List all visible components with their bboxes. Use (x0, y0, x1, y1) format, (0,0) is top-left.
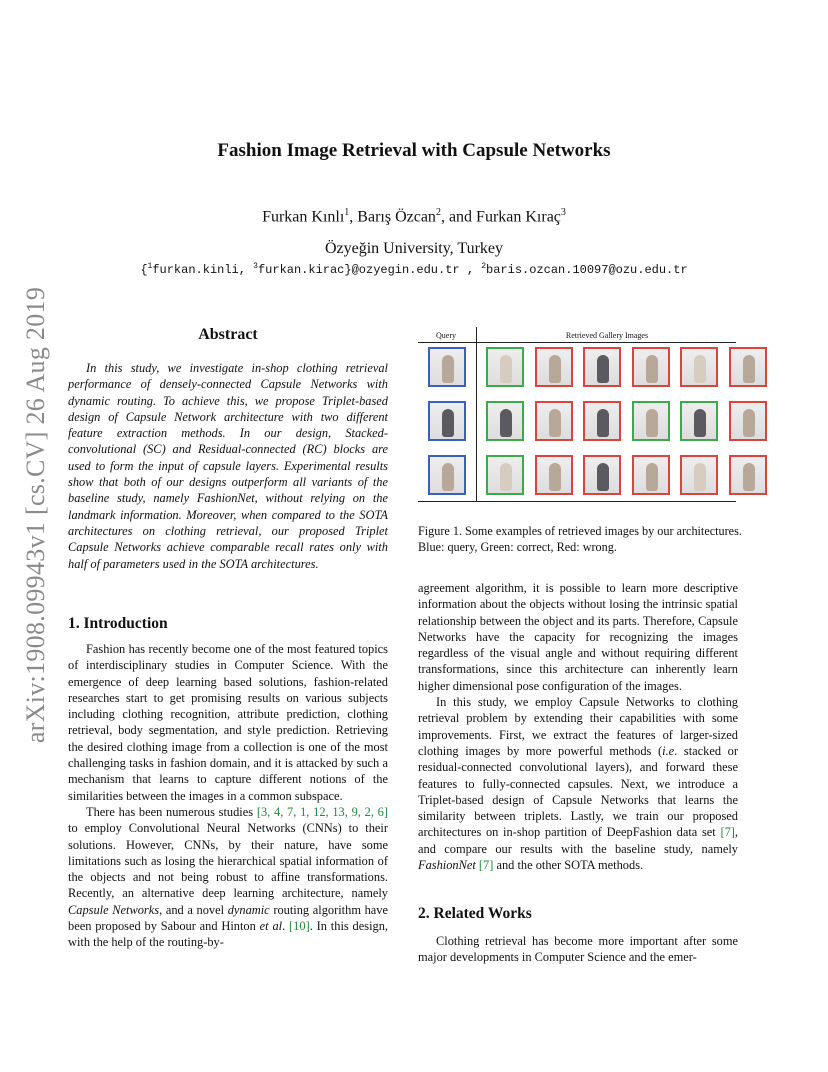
email-2: baris.ozcan.10097@ozu.edu.tr (486, 263, 688, 277)
abstract-text: In this study, we investigate in-shop clothing retrieval performance of densely-connected Capsule Networks with dynamic routing. To achieve this, we propose Triplet-based design of Capsule Network architecture with two different feature extraction methods. In our design, Stacked-convolutional (SC) and Residual-connected (RC) blocks are used to form the input of capsule layers. Experimental results show that both of our designs outperform all variants of the baseline study, namely FashionNet, without relying on the landmark information. Moreover, when compared to the SOTA architectures on clothing retrieval, our proposed Triplet Capsule Networks achieve comparable recall rates only with half of parameters used in the SOTA architectures. (68, 361, 388, 571)
email-domain: @ozyegin.edu.tr , (351, 263, 482, 277)
correct-result-thumbnail (486, 347, 524, 387)
author-list: Furkan Kınlı$^1$, Barış Özcan$^2$, and Furkan Kıraç$^3$ (262, 207, 566, 226)
correct-result-thumbnail (632, 401, 670, 441)
wrong-result-thumbnail (680, 455, 718, 495)
affiliation: Özyeğin University, Turkey (324, 240, 504, 257)
figure-divider-horizontal (418, 342, 736, 343)
citation-link-group[interactable]: [3, 4, 7, 1, 12, 13, 9, 2, 6] (256, 804, 388, 819)
arxiv-sidebar (16, 280, 56, 760)
figure-1 (418, 325, 736, 503)
author-3-sup: 3 (560, 207, 566, 218)
right-fashionnet-term: FashionNet (418, 858, 476, 873)
wrong-result-thumbnail (729, 455, 767, 495)
right-p2-text-b: . stacked or residual-connected convolutional layers), and forward these features to fully-connected capsules. Next, we introduce a Triplet-based design of Capsule Networks that learns the similarity between triplets. Lastly, we train our proposed architectures on in-shop partition of DeepFashion data set (418, 743, 738, 840)
intro-capsule-term: Capsule Networks (68, 902, 160, 917)
intro-heading: 1. Introduction (68, 615, 168, 632)
wrong-result-thumbnail (583, 401, 621, 441)
wrong-result-thumbnail (729, 347, 767, 387)
figure-divider-vertical (476, 327, 477, 501)
citation-link-7a[interactable]: [7] (720, 825, 735, 840)
right-p2-text-c: , and compare our results with the baseline study, namely (418, 825, 738, 856)
wrong-result-thumbnail (680, 347, 718, 387)
author-1: Furkan Kınlı (262, 208, 345, 226)
query-thumbnail (428, 347, 466, 387)
wrong-result-thumbnail (583, 455, 621, 495)
wrong-result-thumbnail (583, 347, 621, 387)
right-p2-text-d: and the other SOTA methods. (493, 858, 644, 873)
query-thumbnail (428, 401, 466, 441)
author-3: Furkan Kıraç (476, 208, 561, 226)
email-line: {$^1$furkan.kinli, $^3$furkan.kirac}@ozyegin.edu.tr , $^2$baris.ozcan.10097@ozu.edu.tr (140, 262, 688, 277)
citation-link-10[interactable]: [10] (289, 919, 310, 934)
right-column-body (418, 580, 738, 873)
email-1: furkan.kinli, (152, 263, 254, 277)
right-paragraph-2 (418, 694, 738, 873)
wrong-result-thumbnail (632, 455, 670, 495)
query-thumbnail (428, 455, 466, 495)
arxiv-identifier: arXiv:1908.09943v1 [cs.CV] 26 Aug 2019 (21, 286, 50, 744)
figure-bottom-rule (418, 501, 736, 502)
related-works-heading: 2. Related Works (418, 905, 532, 922)
paper-title: Fashion Image Retrieval with Capsule Networks (217, 140, 611, 161)
figure-query-label: Query (436, 331, 456, 340)
correct-result-thumbnail (486, 401, 524, 441)
abstract-heading: Abstract (198, 326, 258, 343)
intro-p2-text-d: routing algorithm have been proposed by Sabour and Hinton (68, 902, 388, 934)
correct-result-thumbnail (680, 401, 718, 441)
intro-paragraph-1: Fashion has recently become one of the most featured topics of interdisciplinary studies in Computer Science. With the emergence of deep learning based solutions, fashion-related researches start to get promising results on various subjects including clothing recognition, attribute prediction, clothing retrieval, body segmentation, and style prediction. Retrieving the desired clothing image from a collection is one of the most challenging tasks in fashion domain, and it is attacked by such a mechanism that learns to capture different notions of the similarities between the images in a common subspace. (68, 642, 388, 803)
right-p2-text-a: In this study, we employ Capsule Networks to clothing retrieval problem by extending their capabilities with some improvements. First, we extract the features of larger-sized clothing images by more powerful methods ( (418, 695, 738, 758)
right-ie: i.e (662, 743, 675, 758)
wrong-result-thumbnail (535, 347, 573, 387)
wrong-result-thumbnail (729, 401, 767, 441)
intro-p2-text-c: , and a novel (159, 902, 228, 917)
intro-p2-text-a: There has been numerous studies (86, 804, 257, 819)
author-2-sup: 2 (435, 207, 441, 218)
wrong-result-thumbnail (632, 347, 670, 387)
intro-p2-text-e: . (282, 919, 290, 934)
intro-p2-text-b: to employ Convolutional Neural Networks (CNNs) to their solutions. However, CNNs, by their nature, have some limitations such as losing the hierarchical spatial information of the objects and not being robust to affine transformations. Recently, an alternative deep learning architecture, namely (68, 821, 388, 901)
author-2: Barış Özcan (357, 208, 436, 226)
citation-link-7b[interactable]: [7] (475, 858, 494, 873)
email-3: furkan.kirac (257, 263, 345, 277)
intro-body (68, 641, 388, 951)
figure-caption: Figure 1. Some examples of retrieved images by our architectures. Blue: query, Green: correct, Red: wrong. (418, 524, 742, 554)
wrong-result-thumbnail (535, 401, 573, 441)
related-works-paragraph-1: Clothing retrieval has become more important after some major developments in Computer Science and the emer- (418, 934, 738, 965)
intro-etal: et al (259, 919, 283, 934)
correct-result-thumbnail (486, 455, 524, 495)
intro-p2-text-f: . In this design, with the help of the routing-by- (68, 919, 388, 950)
figure-gallery-label: Retrieved Gallery Images (565, 331, 649, 340)
related-works-body (418, 933, 738, 966)
author-1-sup: 1 (344, 207, 350, 218)
wrong-result-thumbnail (535, 455, 573, 495)
intro-paragraph-2 (68, 804, 388, 951)
right-paragraph-1: agreement algorithm, it is possible to learn more descriptive information about the objects without losing the intrinsic spatial relationship between the object and its parts. Therefore, Capsule Networks have the capacity for recognizing the images regardless of the visual angle and without requiring different transformations, since this architecture can inherently learn higher dimensional pose configuration of the images. (418, 581, 738, 693)
intro-dynamic-term: dynamic (227, 902, 270, 917)
